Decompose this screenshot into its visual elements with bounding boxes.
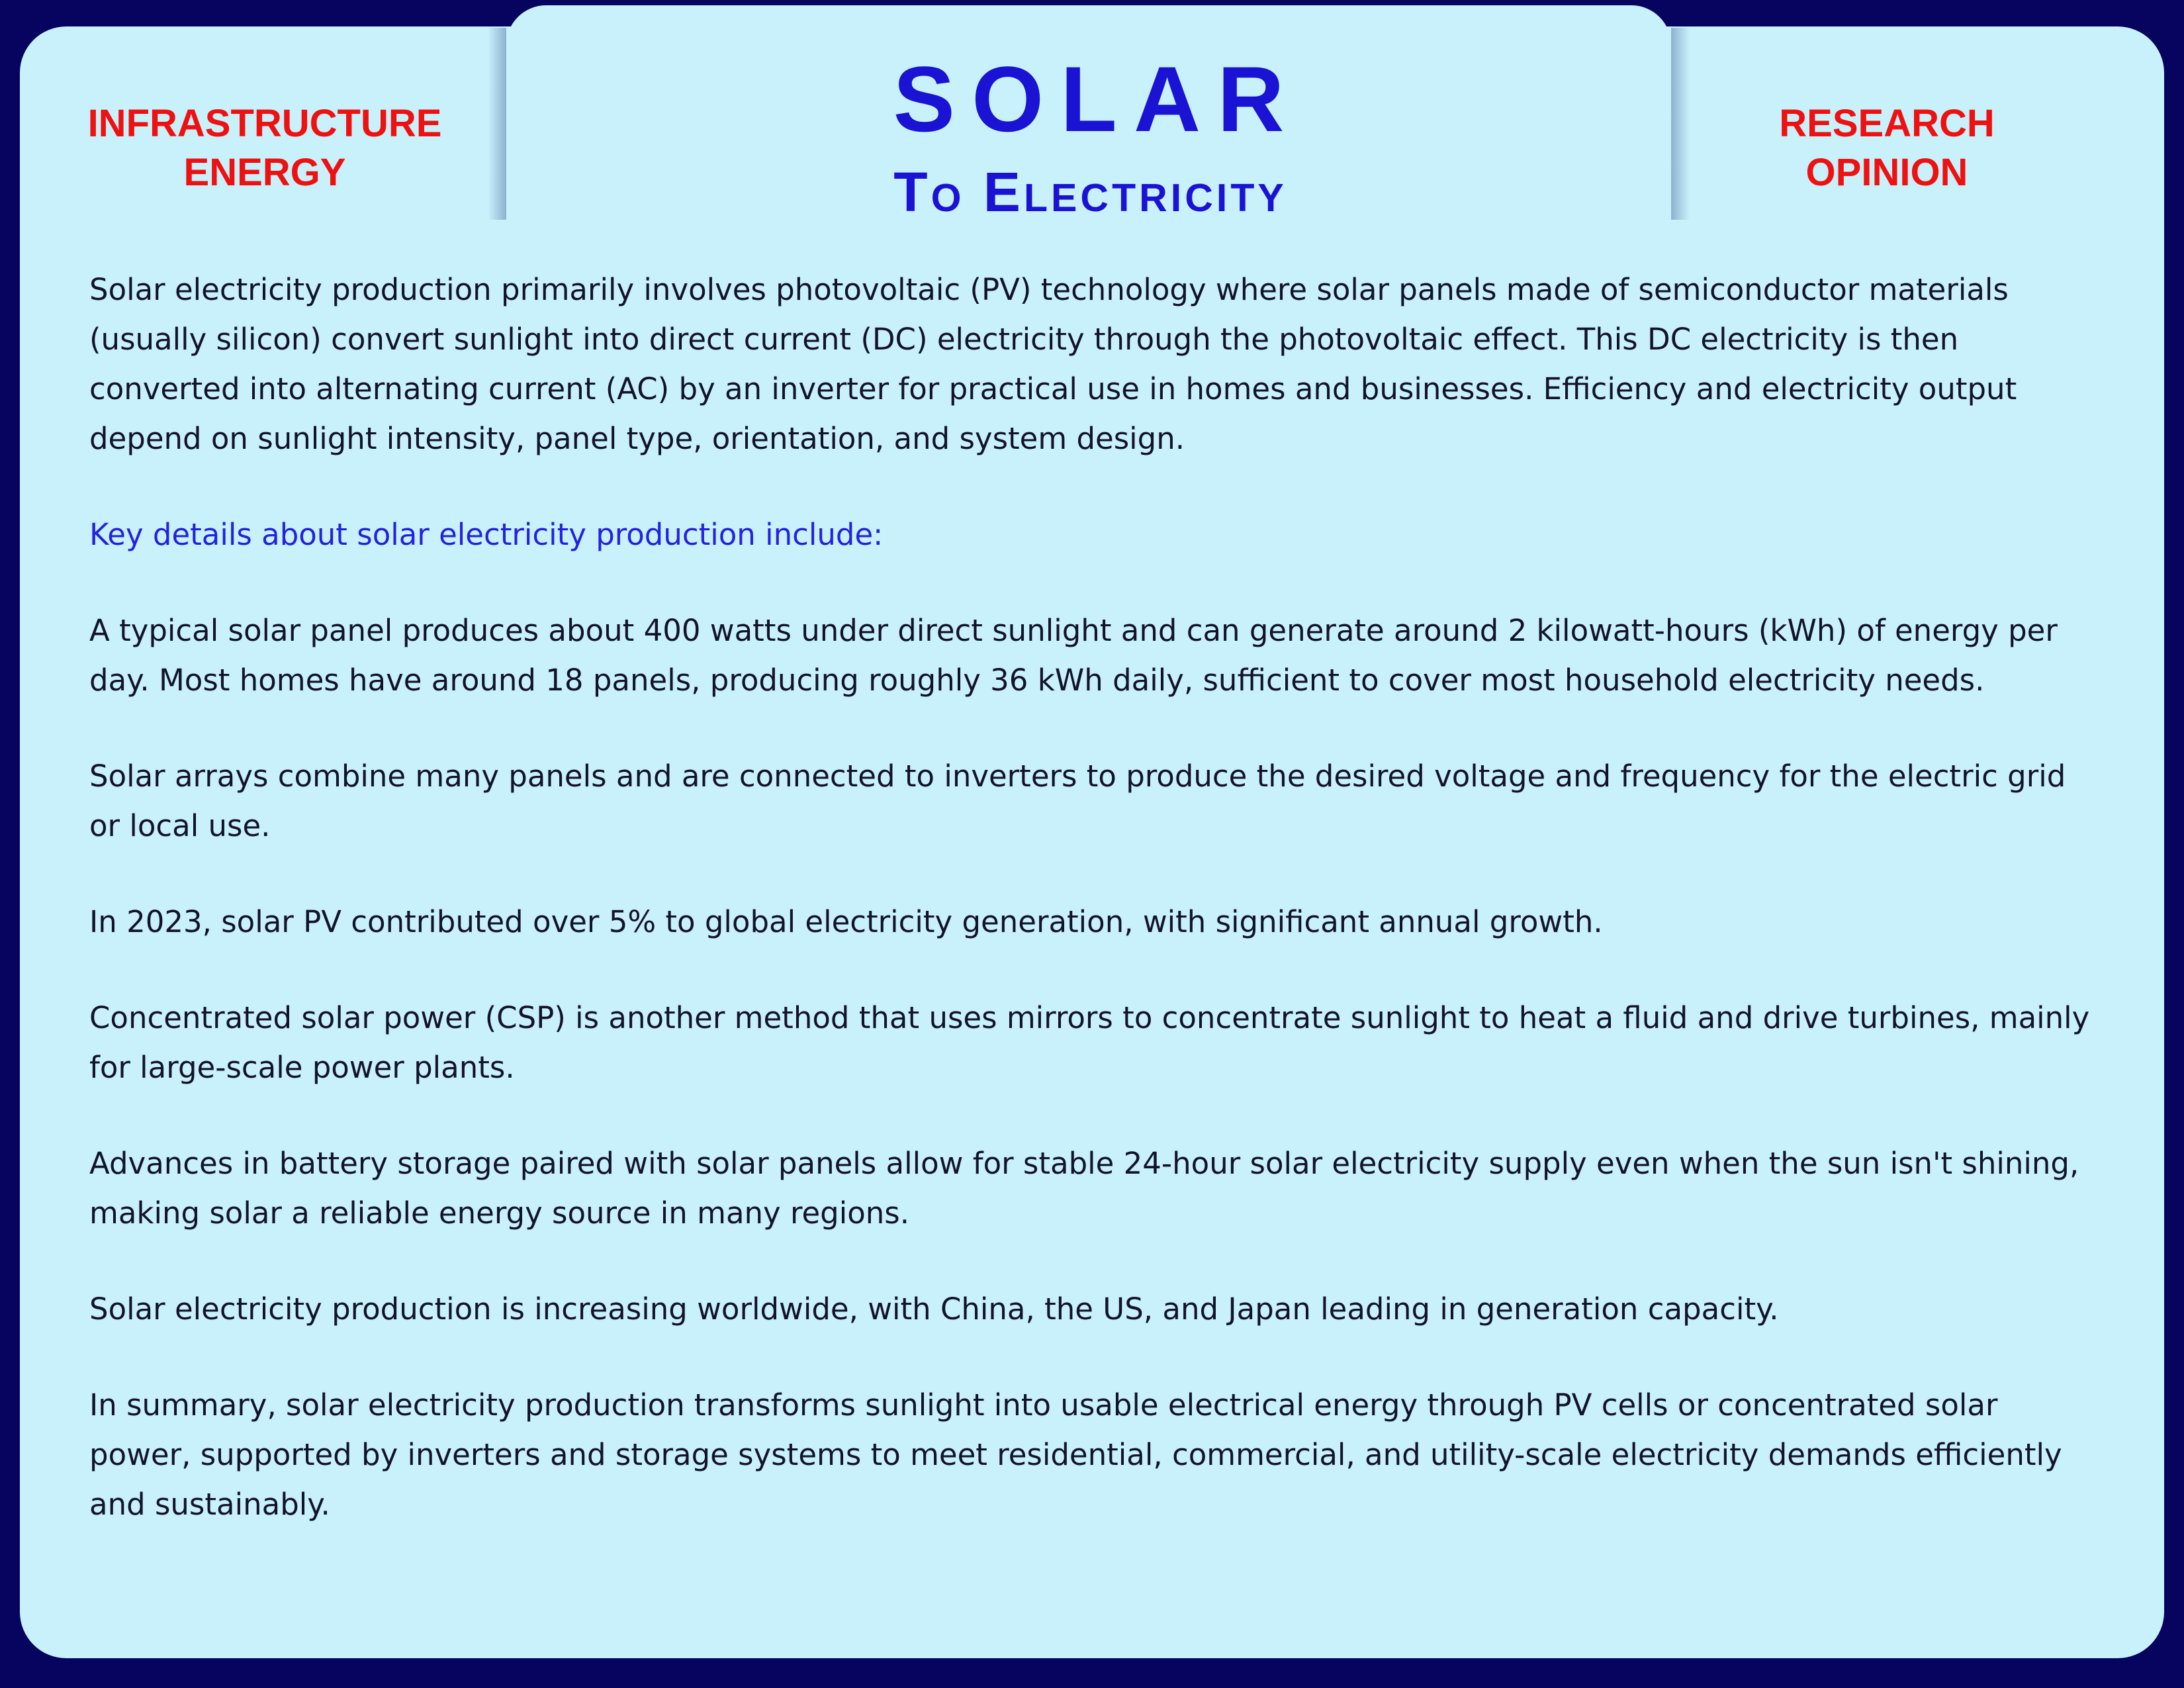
center-tab-left-shadow: [488, 28, 506, 220]
header-left-label: [66, 99, 463, 197]
paragraph-csp: Concentrated solar power (CSP) is another method that uses mirrors to concentrate sunlight to heat a fluid and drive turbines, mainly for large-scale power plants.: [89, 1000, 2090, 1085]
paragraph-summary: In summary, solar electricity production transforms sunlight into usable electrical energy through PV cells or concentrated solar power, supported by inverters and storage systems to meet residential, commercial, and utility-scale electricity demands efficiently and sustainably.: [89, 1387, 2062, 1522]
paragraph-solar-arrays: Solar arrays combine many panels and are connected to inverters to produce the desired voltage and frequency for the electric grid or local use.: [89, 759, 2066, 843]
header-right-line2: OPINION: [1805, 151, 1968, 194]
article-body: [89, 265, 2101, 1575]
paragraph-2023-share: In 2023, solar PV contributed over 5% to global electricity generation, with significant annual growth.: [89, 904, 1603, 939]
header-right-label: [1688, 99, 2085, 197]
header-left-line2: ENERGY: [183, 151, 346, 194]
header-right-line1: RESEARCH: [1779, 102, 1995, 145]
page-title: SOLAR: [893, 47, 1301, 151]
center-tab-right-shadow: [1671, 28, 1690, 220]
center-tab: [506, 5, 1671, 283]
page-subtitle: To Electricity: [893, 161, 1287, 223]
paragraph-intro: Solar electricity production primarily involves photovoltaic (PV) technology where solar panels made of semiconductor materials (usually silicon) convert sunlight into direct current (DC) electricity through the photovoltaic effect. This DC electricity is then converted into alternating current (AC) by an inverter for practical use in homes and businesses. Efficiency and electricity output depend on sunlight intensity, panel type, orientation, and system design.: [89, 272, 2017, 456]
paragraph-battery-storage: Advances in battery storage paired with solar panels allow for stable 24-hour solar electricity supply even when the sun isn't shining, making solar a reliable energy source in many regions.: [89, 1146, 2079, 1231]
header-left-line1: INFRASTRUCTURE: [87, 102, 442, 145]
paragraph-panel-output: A typical solar panel produces about 400 watts under direct sunlight and can generate around 2 kilowatt-hours (kWh) of energy per day. Most homes have around 18 panels, producing roughly 36 kWh daily, sufficient to cover most household electricity needs.: [89, 613, 2058, 698]
paragraph-key-details-heading: Key details about solar electricity production include:: [89, 517, 884, 552]
paragraph-worldwide-growth: Solar electricity production is increasing worldwide, with China, the US, and Japan leading in generation capacity.: [89, 1291, 1779, 1327]
